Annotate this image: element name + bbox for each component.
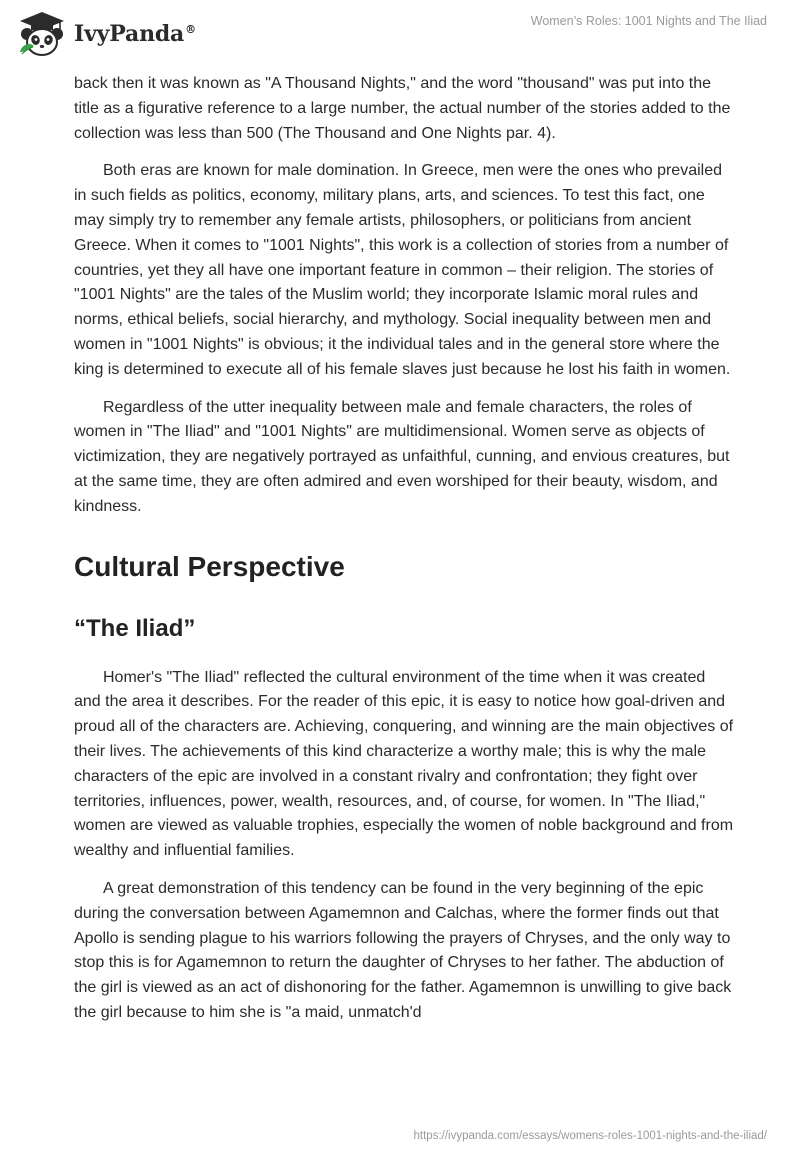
page-header: [0, 0, 800, 70]
paragraph-roles-of-women: Regardless of the utter inequality between male and female characters, the roles of women in "The Iliad" and "1001 Nights" are multidimensional. Women serve as objects of victimization, they are negatively portrayed as unfaithful, cunning, and envious creatures, but at the same time, they are often admired and even worshiped for their beauty, wisdom, and kindness.: [74, 398, 730, 515]
paragraph-agamemnon-calchas: A great demonstration of this tendency can be found in the very beginning of the epic during the conversation between Agamemnon and Calchas, where the former finds out that Apollo is sending plague to his warriors following the prayers of Chryses, and the only way to stop this is for Agamemnon to return the daughter of Chryses to her father. The abduction of the girl is viewed as an act of dishonoring for the father. Agamemnon is unwilling to give back the girl because to him she is "a maid, unmatch'd: [74, 879, 732, 1021]
paragraph-iliad-culture: Homer's "The Iliad" reflected the cultural environment of the time when it was created and the area it describes. For the reader of this epic, it is easy to notice how goal-driven and proud all of the characters are. Achieving, conquering, and winning are the main objectives of their lives. The achievements of this kind characterize a worthy male; this is why the male characters of the epic are involved in a constant rivalry and confrontation; they fight over territories, influences, power, wealth, resources, and, of course, for women. In "The Iliad," women are viewed as valuable trophies, especially the women of noble background and from wealthy and influential families.: [74, 668, 734, 860]
brand-name: IvyPanda®: [74, 21, 196, 47]
ivypanda-logo[interactable]: [16, 8, 196, 60]
paragraph-continued: back then it was known as "A Thousand Nights," and the word "thousand" was put into the title as a figurative reference to a large number, the actual number of the stories added to the collection was less than 500 (The Thousand and One Nights par. 4).: [74, 75, 731, 142]
document-title: Women’s Roles: 1001 Nights and The Iliad: [530, 14, 767, 28]
paragraph-male-domination: Both eras are known for male domination. In Greece, men were the ones who prevailed in such fields as politics, economy, military plans, arts, and sciences. To test this fact, one may simply try to remember any female artists, philosophers, or politicians from ancient Greece. When it comes to "1001 Nights", this work is a collection of stories from a number of countries, yet they all have one important feature in common – their religion. The stories of "1001 Nights" are the tales of the Muslim world; they incorporate Islamic moral rules and norms, ethical beliefs, social hierarchy, and mythology. Social inequality between men and women in "1001 Nights" is obvious; it the individual tales and in the general store where the king is determined to execute all of his female slaves just because he lost his faith in women.: [74, 162, 731, 378]
source-url[interactable]: https://ivypanda.com/essays/womens-roles-1001-nights-and-the-iliad/: [413, 1130, 767, 1142]
section-heading-cultural-perspective: Cultural Perspective: [74, 550, 345, 582]
essay-body: [74, 72, 734, 1039]
panda-graduate-icon: [16, 8, 68, 60]
subsection-heading-the-iliad: “The Iliad”: [74, 614, 196, 642]
registered-mark: ®: [185, 22, 196, 36]
